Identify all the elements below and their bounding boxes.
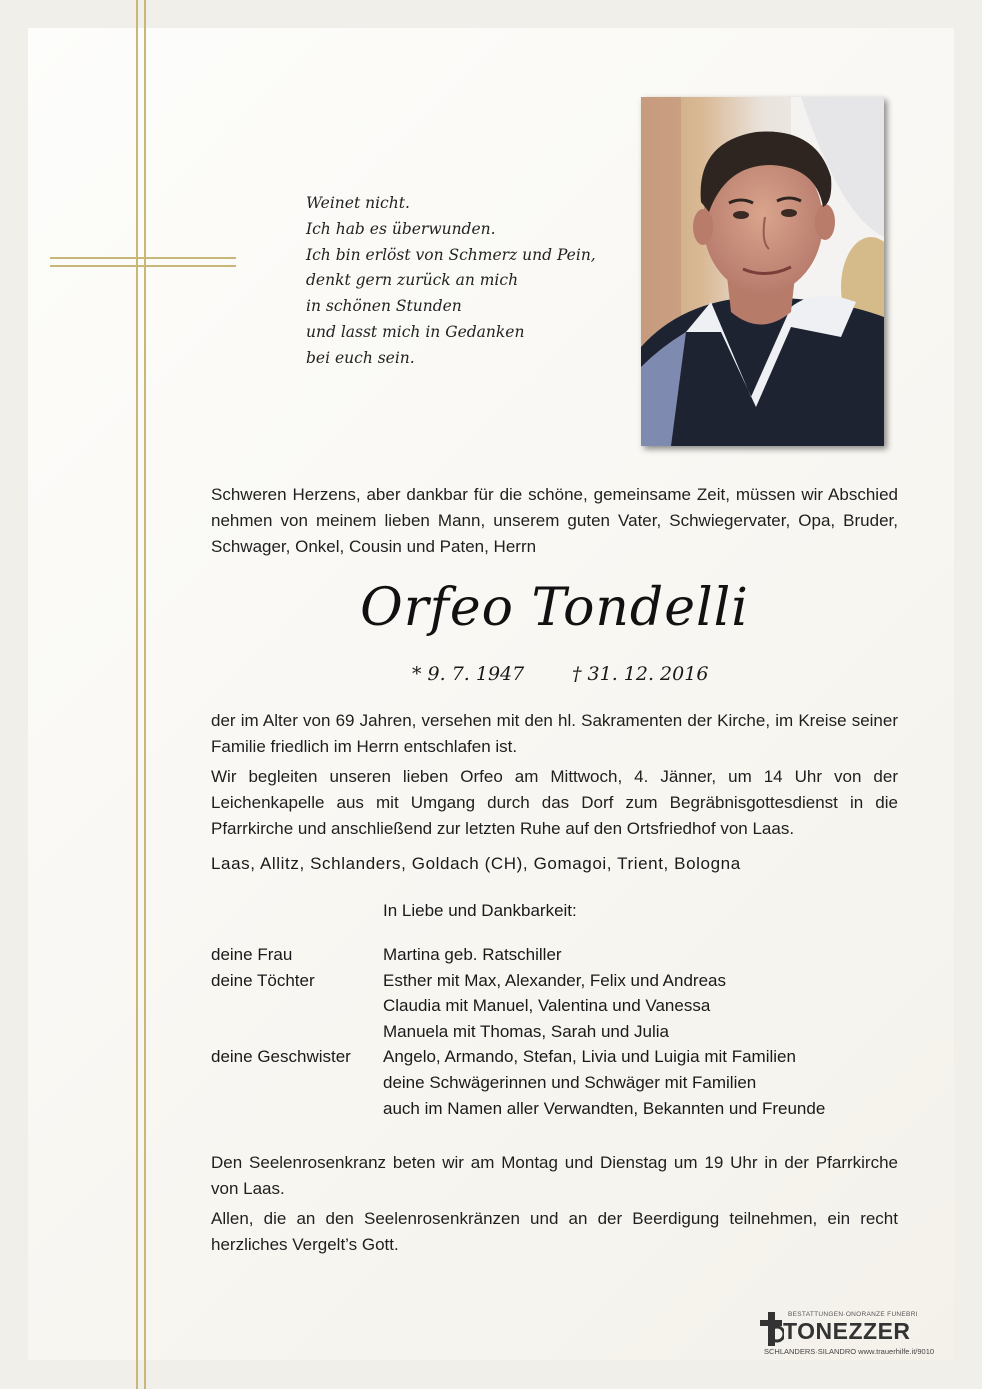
family-names: Angelo, Armando, Stefan, Livia und Luigia mit Familien [383,1047,796,1067]
intro-text: Schweren Herzens, aber dankbar für die schöne, gemeinsame Zeit, müssen wir Abschied nehmen von meinem lieben Mann, unserem guten Vater, Schwiegervater, Opa, Bruder, Schwager, Onkel, Cousin und Paten, Herrn [211,485,898,556]
poem-line: in schönen Stunden [306,297,462,316]
funeral-text: Wir begleiten unseren lieben Orfeo am Mittwoch, 4. Jänner, um 14 Uhr von der Leichenkapelle aus mit Umgang durch das Dorf zum Begräbnisgottesdienst in die Pfarrkirche und anschließend zur letzten Ruhe auf den Ortsfriedhof von Laas. [211,767,898,838]
cross-line-vertical-1 [136,0,138,1389]
poem [306,191,606,372]
family-names: Claudia mit Manuel, Valentina und Vanessa [383,996,711,1016]
poem-line: bei euch sein. [306,348,415,367]
portrait-illustration [641,97,884,446]
family-names: auch im Namen aller Verwandten, Bekannten und Freunde [383,1098,826,1118]
family-row [211,968,825,994]
family-relation: deine Töchter [211,970,315,990]
cross-line-horizontal-1 [50,257,236,259]
family-names: Manuela mit Thomas, Sarah und Julia [383,1021,670,1041]
family-relation [211,1019,383,1045]
family-row [211,942,825,968]
family-row [211,1070,825,1096]
family-list [211,942,825,1121]
family-names: Esther mit Max, Alexander, Felix und Andreas [383,970,727,990]
family-row [211,1044,825,1070]
poem-line: denkt gern zurück an mich [306,271,519,290]
family-row [211,1019,825,1045]
cross-logo-icon [760,1312,784,1346]
family-names: Martina geb. Ratschiller [383,945,562,964]
poem-line: Weinet nicht. [306,194,410,212]
family-relation [211,1070,383,1096]
passing-text: der im Alter von 69 Jahren, versehen mit den hl. Sakramenten der Kirche, im Kreise seiner Familie friedlich im Herrn entschlafen ist. [211,711,898,756]
rosary-text: Den Seelenrosenkranz beten wir am Montag und Dienstag um 19 Uhr in der Pfarrkirche von Laas. [211,1153,898,1198]
deceased-name: Orfeo Tondelli [360,578,749,638]
closing-text: Allen, die an den Seelenrosenkränzen und an der Beerdigung teilnehmen, ein recht herzliches Vergelt’s Gott. [211,1209,898,1254]
family-relation [211,993,383,1019]
places-line: Laas, Allitz, Schlanders, Goldach (CH), Gomagoi, Trient, Bologna [211,854,741,873]
family-names: deine Schwägerinnen und Schwäger mit Familien [383,1072,757,1092]
family-relation: deine Frau [211,945,293,964]
funeral-home-logo [760,1310,955,1360]
family-row [211,993,825,1019]
death-date: † 31. 12. 2016 [572,663,709,685]
family-relation [211,1096,383,1122]
poem-line: Ich bin erlöst von Schmerz und Pein, [306,245,596,264]
logo-location: SCHLANDERS·SILANDRO www.trauerhilfe.it/9010 [764,1347,935,1356]
family-row [211,1096,825,1122]
logo-tagline: BESTATTUNGEN·ONORANZE FUNEBRI [788,1311,918,1318]
poem-line: und lasst mich in Gedanken [306,322,525,341]
portrait-photo [641,97,884,446]
poem-line: Ich hab es überwunden. [306,219,496,238]
thanks-line: In Liebe und Dankbarkeit: [383,901,577,920]
family-relation: deine Geschwister [211,1047,351,1067]
logo-brand: TONEZZER [783,1318,911,1344]
birth-date: * 9. 7. 1947 [412,663,525,685]
cross-line-vertical-2 [144,0,146,1389]
cross-line-horizontal-2 [50,265,236,267]
